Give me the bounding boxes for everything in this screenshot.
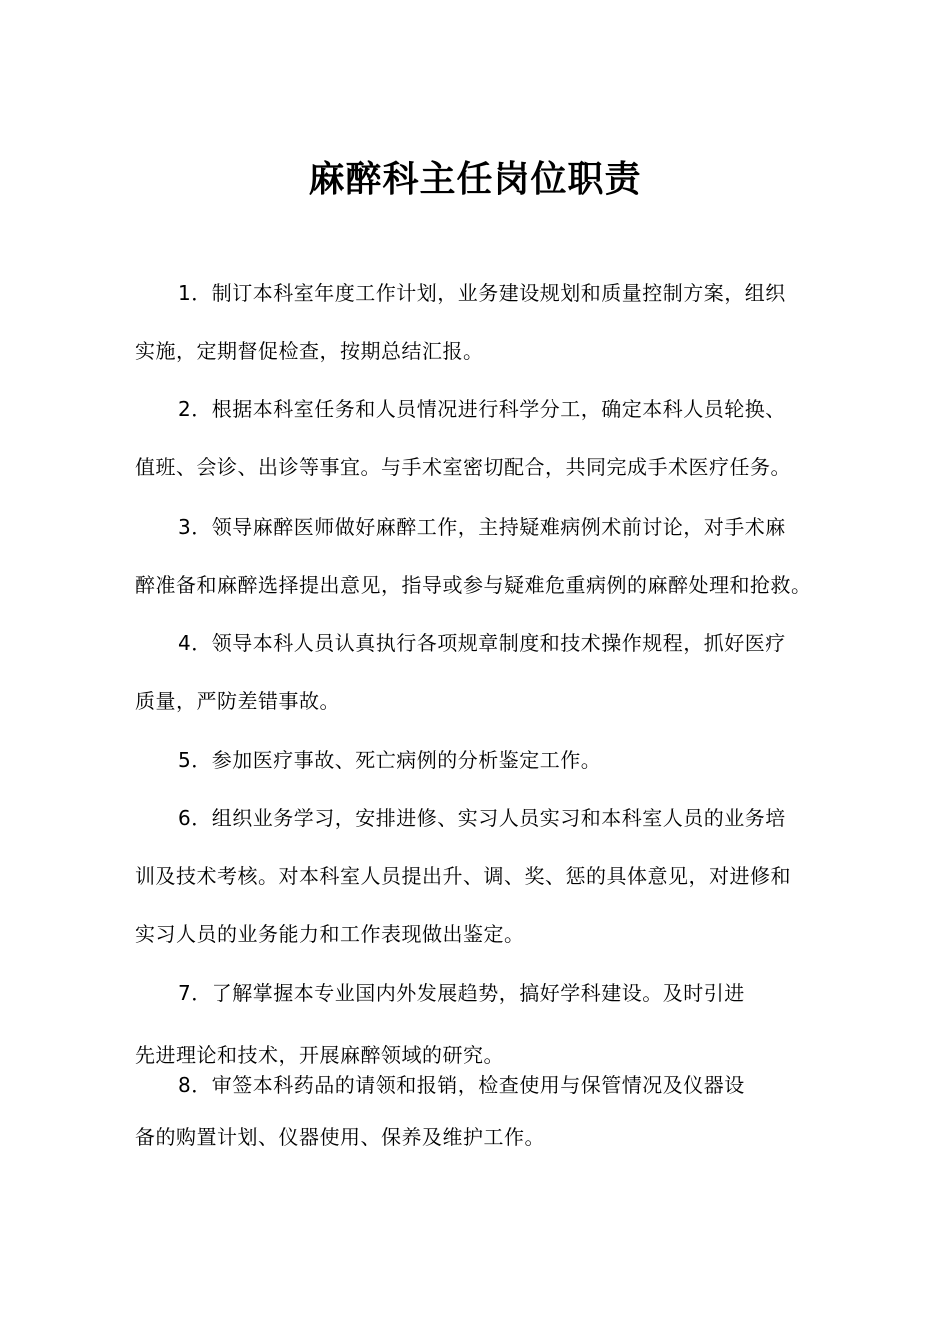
duty-6-line-1: 6．组织业务学习，安排进修、实习人员实习和本科室人员的业务培: [178, 806, 786, 830]
duty-8-line-1: 8．审签本科药品的请领和报销，检查使用与保管情况及仪器设: [178, 1073, 745, 1097]
duty-3-line-2: 醉准备和麻醉选择提出意见，指导或参与疑难危重病例的麻醉处理和抢救。: [135, 573, 812, 597]
page-title: 麻醉科主任岗位职责: [308, 159, 642, 200]
duty-1-line-1: 1．制订本科室年度工作计划，业务建设规划和质量控制方案，组织: [178, 281, 786, 305]
duty-4-line-1: 4．领导本科人员认真执行各项规章制度和技术操作规程，抓好医疗: [178, 631, 786, 655]
duty-2-line-1: 2．根据本科室任务和人员情况进行科学分工，确定本科人员轮换、: [178, 397, 786, 421]
duty-4-line-2: 质量，严防差错事故。: [135, 689, 340, 713]
duty-6-line-3: 实习人员的业务能力和工作表现做出鉴定。: [135, 922, 525, 946]
duty-7-line-2: 先进理论和技术，开展麻醉领域的研究。: [135, 1043, 504, 1067]
duty-1-line-2: 实施，定期督促检查，按期总结汇报。: [135, 339, 484, 363]
duty-2-line-2: 值班、会诊、出诊等事宜。与手术室密切配合，共同完成手术医疗任务。: [135, 455, 791, 479]
duty-8-line-2: 备的购置计划、仪器使用、保养及维护工作。: [135, 1125, 545, 1149]
duty-3-line-1: 3．领导麻醉医师做好麻醉工作，主持疑难病例术前讨论，对手术麻: [178, 515, 786, 539]
duty-7-line-1: 7．了解掌握本专业国内外发展趋势，搞好学科建设。及时引进: [178, 981, 745, 1005]
duty-5-line-1: 5．参加医疗事故、死亡病例的分析鉴定工作。: [178, 748, 602, 772]
duty-6-line-2: 训及技术考核。对本科室人员提出升、调、奖、惩的具体意见，对进修和: [135, 864, 791, 888]
